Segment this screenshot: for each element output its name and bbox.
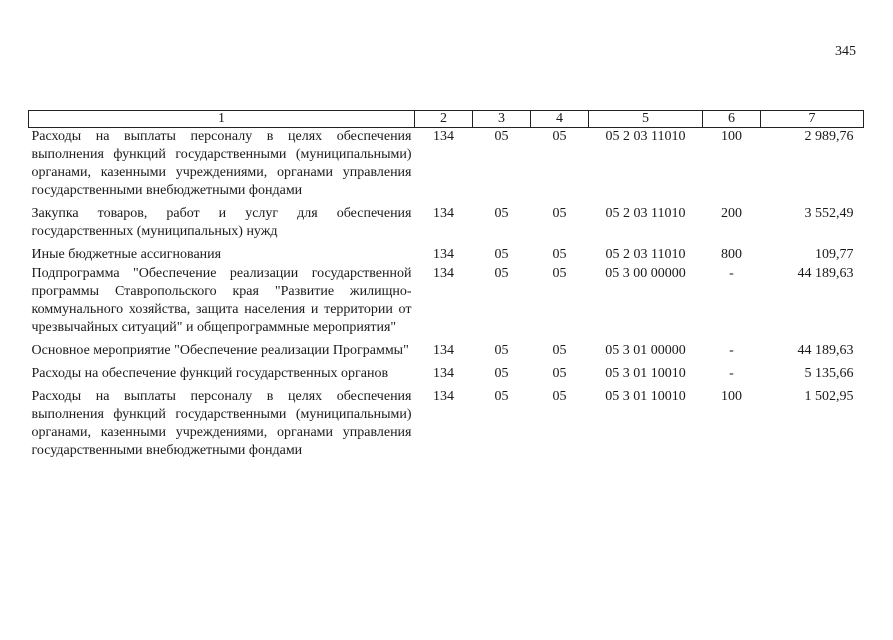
row-code-3: 05: [494, 343, 509, 358]
header-row: [29, 111, 864, 128]
row-code-2: 134: [433, 206, 454, 221]
row-code-5: 05 2 03 11010: [605, 247, 686, 262]
row-code-6: 200: [721, 206, 742, 221]
row-code-2: 134: [433, 366, 454, 381]
row-amount: 3 552,49: [804, 206, 854, 221]
row-code-3: 05: [494, 266, 509, 281]
row-amount: 2 989,76: [804, 129, 854, 144]
row-code-2: 134: [433, 343, 454, 358]
row-code-5: 05 3 01 10010: [605, 366, 686, 381]
row-code-2: 134: [433, 129, 454, 144]
row-name: Расходы на обеспечение функций государственных органов: [31, 366, 389, 381]
row-code-4: 05: [552, 266, 567, 281]
row-code-6: -: [729, 343, 734, 358]
row-name: Закупка товаров, работ и услуг для обеспечения государственных (муниципальных) нужд: [31, 206, 412, 239]
column-header-2: 2: [415, 111, 473, 128]
column-header-6: 6: [703, 111, 761, 128]
row-amount: 1 502,95: [804, 389, 854, 404]
table-row: [29, 128, 864, 206]
row-amount: 44 189,63: [797, 266, 854, 281]
budget-table: [28, 110, 864, 465]
row-code-3: 05: [494, 247, 509, 262]
table-row: [29, 265, 864, 342]
table-row: [29, 246, 864, 265]
row-code-5: 05 2 03 11010: [605, 206, 686, 221]
table-row: [29, 205, 864, 246]
row-code-6: -: [729, 266, 734, 281]
table-row: [29, 342, 864, 365]
row-name: Подпрограмма "Обеспечение реализации государственной программы Ставропольского края "Развитие жилищно-коммунального хозяйства, защита населения и территории от чрезвычайных ситуаций" и общепрограммные мероприятия": [31, 266, 412, 335]
row-code-2: 134: [433, 247, 454, 262]
row-code-5: 05 3 00 00000: [605, 266, 686, 281]
row-code-4: 05: [552, 389, 567, 404]
row-code-5: 05 2 03 11010: [605, 129, 686, 144]
row-code-5: 05 3 01 10010: [605, 389, 686, 404]
column-header-4: 4: [531, 111, 589, 128]
row-code-3: 05: [494, 129, 509, 144]
table-row: [29, 388, 864, 465]
row-code-6: 800: [721, 247, 742, 262]
row-code-6: -: [729, 366, 734, 381]
page-number: 345: [835, 44, 856, 59]
row-name: Иные бюджетные ассигнования: [31, 247, 222, 262]
column-header-3: 3: [473, 111, 531, 128]
column-header-7: 7: [761, 111, 864, 128]
row-code-2: 134: [433, 266, 454, 281]
row-name: Основное мероприятие "Обеспечение реализации Программы": [31, 343, 409, 358]
row-code-6: 100: [721, 129, 742, 144]
column-header-1: 1: [29, 111, 415, 128]
row-name: Расходы на выплаты персоналу в целях обеспечения выполнения функций государственными (муниципальными) органами, казенными учреждениями, органами управления государственными внебюджетными фондами: [31, 129, 412, 198]
row-amount: 44 189,63: [797, 343, 854, 358]
table-row: [29, 365, 864, 388]
row-code-6: 100: [721, 389, 742, 404]
row-code-3: 05: [494, 389, 509, 404]
row-code-4: 05: [552, 206, 567, 221]
row-code-4: 05: [552, 343, 567, 358]
column-header-5: 5: [589, 111, 703, 128]
row-code-3: 05: [494, 366, 509, 381]
row-amount: 109,77: [815, 247, 854, 262]
row-code-4: 05: [552, 366, 567, 381]
row-code-2: 134: [433, 389, 454, 404]
row-code-5: 05 3 01 00000: [605, 343, 686, 358]
row-name: Расходы на выплаты персоналу в целях обеспечения выполнения функций государственными (муниципальными) органами, казенными учреждениями, органами управления государственными внебюджетными фондами: [31, 389, 412, 458]
row-code-3: 05: [494, 206, 509, 221]
row-code-4: 05: [552, 129, 567, 144]
row-code-4: 05: [552, 247, 567, 262]
row-amount: 5 135,66: [804, 366, 854, 381]
